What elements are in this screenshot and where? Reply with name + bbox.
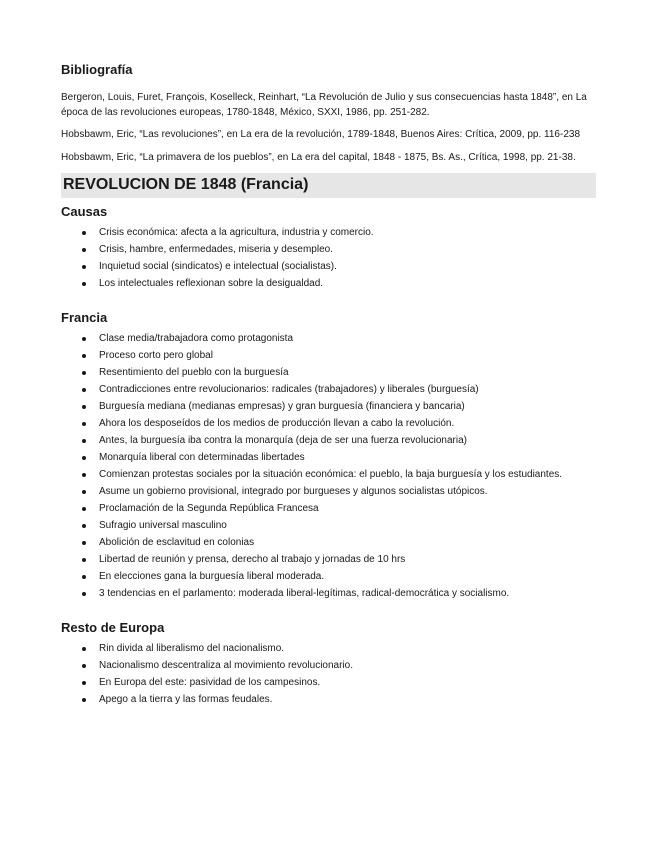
list-item <box>61 330 596 347</box>
list-item-text: Crisis económica: afecta a la agricultura, industria y comercio. <box>99 227 374 238</box>
list-item-text: Clase media/trabajadora como protagonista <box>99 333 293 344</box>
bullet-icon <box>82 248 86 252</box>
bullet-icon <box>82 490 86 494</box>
bullet-icon <box>82 592 86 596</box>
bullet-icon <box>82 647 86 651</box>
list-item <box>61 381 596 398</box>
list-item-text: Rin divida al liberalismo del nacionalismo. <box>99 643 285 654</box>
list-item-text: Monarquía liberal con determinadas libertades <box>99 452 305 463</box>
bullet-icon <box>82 524 86 528</box>
list-item <box>61 691 596 708</box>
list-item-text: Ahora los desposeídos de los medios de producción llevan a cabo la revolución. <box>99 418 455 429</box>
bullet-icon <box>82 558 86 562</box>
list-item <box>61 674 596 691</box>
list-item-text: Contradicciones entre revolucionarios: radicales (trabajadores) y liberales (burguesía) <box>99 384 479 395</box>
bullet-icon <box>82 265 86 269</box>
section-francia <box>61 310 596 602</box>
bullet-icon <box>82 541 86 545</box>
bullet-icon <box>82 422 86 426</box>
list-item <box>61 258 596 275</box>
bullet-icon <box>82 231 86 235</box>
list-item-text: Proclamación de la Segunda República Francesa <box>99 503 319 514</box>
spacer <box>61 602 596 620</box>
list-item-text: Asume un gobierno provisional, integrado por burgueses y algunos socialistas utópicos. <box>99 486 488 497</box>
list-item <box>61 568 596 585</box>
bullet-list <box>61 330 596 602</box>
list-item <box>61 640 596 657</box>
list-item-text: En elecciones gana la burguesía liberal moderada. <box>99 571 325 582</box>
bullet-icon <box>82 664 86 668</box>
list-item <box>61 657 596 674</box>
document-content <box>61 62 596 708</box>
list-item <box>61 275 596 292</box>
list-item <box>61 347 596 364</box>
bullet-icon <box>82 681 86 685</box>
bibliography-ref: Hobsbawm, Eric, “La primavera de los pueblos”, en La era del capital, 1848 - 1875, Bs. As., Crítica, 1998, pp. 21-38. <box>61 151 576 163</box>
list-item <box>61 466 596 483</box>
list-item <box>61 398 596 415</box>
list-item-text: Los intelectuales reflexionan sobre la desigualdad. <box>99 278 324 289</box>
bullet-icon <box>82 698 86 702</box>
list-item <box>61 500 596 517</box>
list-item <box>61 534 596 551</box>
list-item <box>61 585 596 602</box>
section-resto-de-europa <box>61 620 596 708</box>
bullet-icon <box>82 507 86 511</box>
bullet-icon <box>82 388 86 392</box>
bullet-icon <box>82 371 86 375</box>
section-title: Causas <box>61 204 108 219</box>
list-item-text: Crisis, hambre, enfermedades, miseria y desempleo. <box>99 244 333 255</box>
list-item-text: 3 tendencias en el parlamento: moderada liberal-legítimas, radical-democrática y socialismo. <box>99 588 510 599</box>
list-item <box>61 224 596 241</box>
section-title: Francia <box>61 310 108 325</box>
list-item <box>61 364 596 381</box>
list-item-text: En Europa del este: pasividad de los campesinos. <box>99 677 321 688</box>
bullet-icon <box>82 337 86 341</box>
list-item-text: Apego a la tierra y las formas feudales. <box>99 694 273 705</box>
list-item <box>61 415 596 432</box>
bibliography-title: Bibliografía <box>61 62 133 77</box>
list-item-text: Comienzan protestas sociales por la situación económica: el pueblo, la baja burguesía y los estudiantes. <box>99 469 563 480</box>
section-title: Resto de Europa <box>61 620 165 635</box>
list-item-text: Proceso corto pero global <box>99 350 213 361</box>
list-item <box>61 483 596 500</box>
bullet-list <box>61 224 596 292</box>
list-item-text: Burguesía mediana (medianas empresas) y gran burguesía (financiera y bancaria) <box>99 401 465 412</box>
bullet-icon <box>82 405 86 409</box>
bullet-icon <box>82 575 86 579</box>
list-item-text: Inquietud social (sindicatos) e intelectual (socialistas). <box>99 261 337 272</box>
list-item-text: Antes, la burguesía iba contra la monarquía (deja de ser una fuerza revolucionaria) <box>99 435 467 446</box>
bullet-icon <box>82 456 86 460</box>
list-item-text: Nacionalismo descentraliza al movimiento revolucionario. <box>99 660 354 671</box>
list-item <box>61 241 596 258</box>
list-item-text: Sufragio universal masculino <box>99 520 227 531</box>
bullet-icon <box>82 282 86 286</box>
bibliography-ref: Bergeron, Louis, Furet, François, Koselleck, Reinhart, “La Revolución de Julio y sus consecuencias hasta 1848”, en La época de las revoluciones europeas, 1780-1848, México, SXXI, 1986, pp. 251-282. <box>61 92 587 118</box>
spacer <box>61 292 596 310</box>
section-causas <box>61 204 596 292</box>
list-item <box>61 432 596 449</box>
bullet-icon <box>82 473 86 477</box>
list-item-text: Libertad de reunión y prensa, derecho al trabajo y jornadas de 10 hrs <box>99 554 406 565</box>
list-item-text: Resentimiento del pueblo con la burguesía <box>99 367 289 378</box>
list-item <box>61 449 596 466</box>
bullet-icon <box>82 439 86 443</box>
list-item <box>61 517 596 534</box>
bibliography-ref: Hobsbawm, Eric, “Las revoluciones”, en La era de la revolución, 1789-1848, Buenos Aires: Crítica, 2009, pp. 116-238 <box>61 129 580 140</box>
list-item-text: Abolición de esclavitud en colonias <box>99 537 255 548</box>
list-item <box>61 551 596 568</box>
main-heading: REVOLUCION DE 1848 (Francia) <box>61 173 596 198</box>
bullet-list <box>61 640 596 708</box>
bullet-icon <box>82 354 86 358</box>
